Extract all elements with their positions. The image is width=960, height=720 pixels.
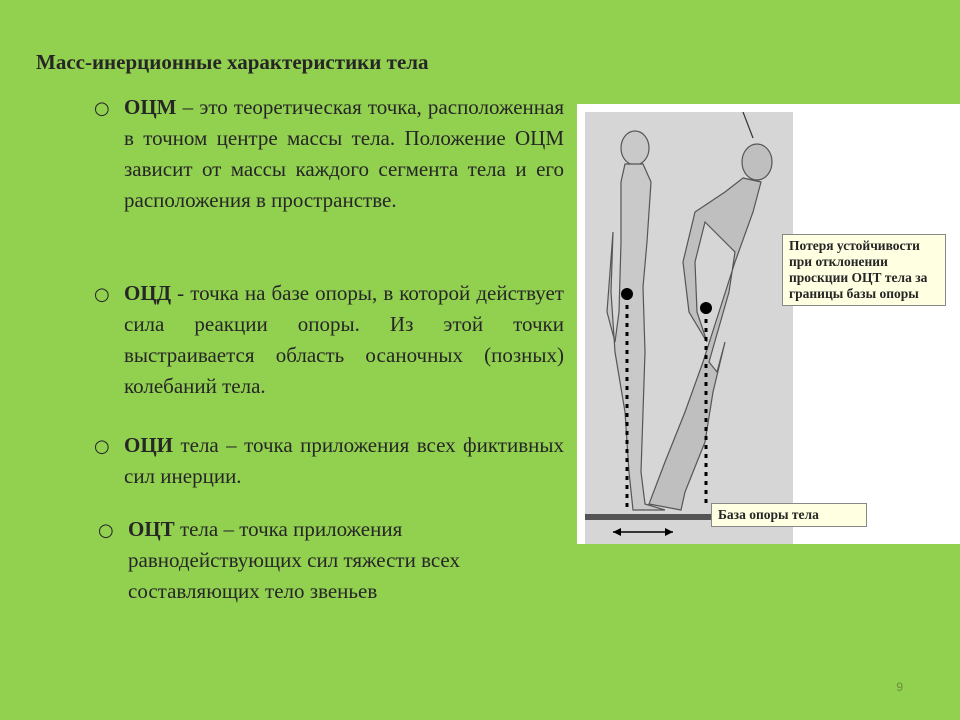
bullet-mark: ○	[98, 520, 114, 541]
bullet-mark: ○	[94, 98, 110, 119]
bullet-term: ОЦМ	[124, 95, 177, 119]
center-of-mass-right	[700, 302, 712, 314]
leaning-figure	[649, 144, 772, 510]
bullet-mark: ○	[94, 436, 110, 457]
bullet-text: - точка на базе опоры, в которой действует сила реакции опоры. Из этой точки выстраивается область осаночных (позных) колебаний тела.	[124, 281, 564, 398]
bullet-term: ОЦИ	[124, 433, 174, 457]
callout-base-of-support: База опоры тела	[711, 503, 867, 527]
human-figures-drawing	[585, 112, 793, 544]
page-number: 9	[896, 680, 903, 694]
bullet-term: ОЦД	[124, 281, 172, 305]
bullet-text: тела – точка приложения равнодействующих сил тяжести всех составляющих тело звеньев	[128, 517, 460, 603]
posture-figure	[577, 104, 960, 544]
upright-figure	[607, 131, 665, 510]
center-of-mass-left	[621, 288, 633, 300]
bullet-ocd	[94, 278, 564, 402]
posture-illustration	[585, 112, 793, 544]
callout-stability-loss: Потеря устойчивости при отклонении проскции ОЦТ тела за границы базы опоры	[782, 234, 946, 306]
bullet-oci	[94, 430, 564, 492]
bullet-oct	[98, 514, 568, 607]
bullet-text: – это теоретическая точка, расположенная в точном центре массы тела. Положение ОЦМ зависит от массы каждого сегмента тела и его расположения в пространстве.	[124, 95, 564, 212]
bullet-mark: ○	[94, 284, 110, 305]
slide-title: Масс-инерционные характеристики тела	[36, 50, 429, 74]
bullet-term: ОЦТ	[128, 517, 175, 541]
arrow-line	[743, 112, 753, 138]
bullet-ocm	[94, 92, 564, 216]
bullet-text: тела – точка приложения всех фиктивных сил инерции.	[124, 433, 564, 488]
